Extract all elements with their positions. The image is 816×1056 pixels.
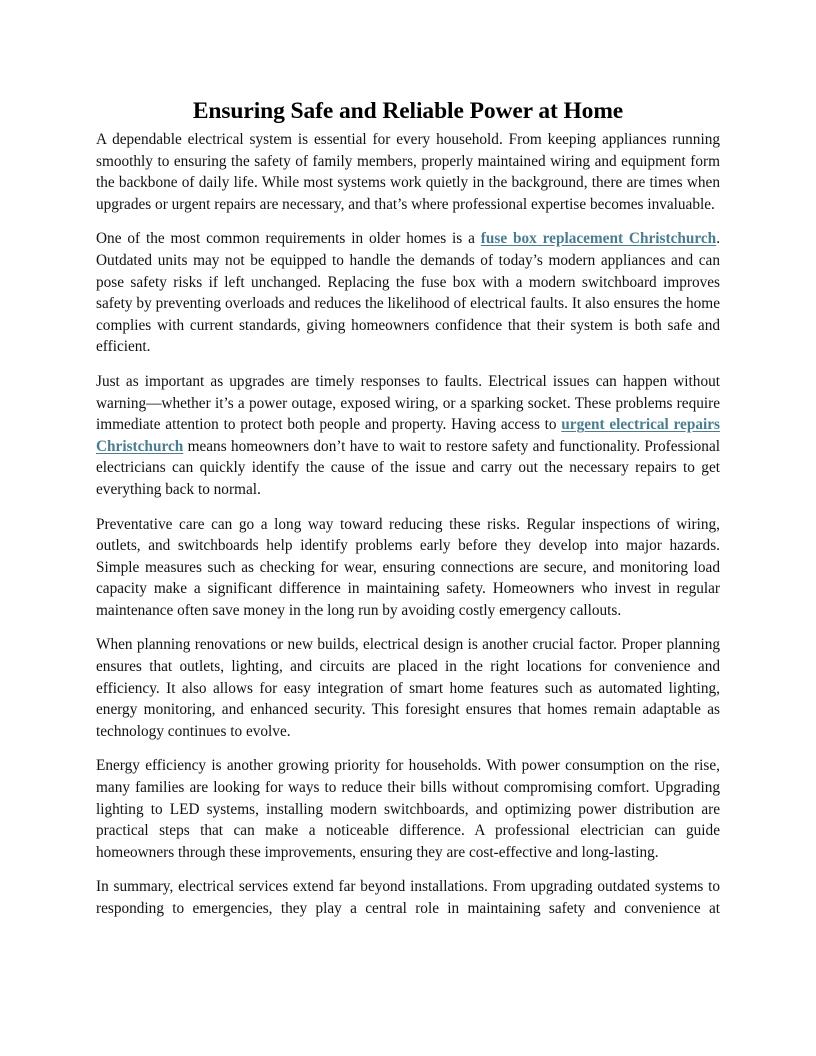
paragraph-text: One of the most common requirements in older homes is a — [96, 230, 481, 248]
document-title: Ensuring Safe and Reliable Power at Home — [192, 98, 624, 124]
urgent-electrical-repairs-link[interactable]: urgent electrical repairs Christchurch — [96, 416, 720, 455]
paragraph-energy-efficiency: Energy efficiency is another growing priority for households. With power consumption on the rise, many families are looking for ways to reduce their bills without compromising comfort. Upgrading lighting to LED systems, installing modern switchboards, and optimizing power distribution are practical steps that can make a noticeable difference. A professional electrician can guide homeowners through these improvements, ensuring they are cost-effective and long-lasting. — [96, 757, 720, 861]
paragraph-electrical-design: When planning renovations or new builds, electrical design is another crucial factor. Proper planning ensures that outlets, lighting, and circuits are placed in the right locations for convenience and efficiency. It also allows for easy integration of smart home features such as automated lighting, energy monitoring, and enhanced security. This foresight ensures that homes remain adaptable as technology continues to evolve. — [96, 636, 720, 740]
paragraph-preventative-care: Preventative care can go a long way toward reducing these risks. Regular inspections of wiring, outlets, and switchboards help identify problems early before they develop into major hazards. Simple measures such as checking for wear, ensuring connections are secure, and monitoring load capacity make a significant difference in maintaining safety. Homeowners who invest in regular maintenance often save money in the long run by avoiding costly emergency callouts. — [96, 515, 720, 619]
paragraph-text: Just as important as upgrades are timely responses to faults. Electrical issues can happen without warning—whether it’s a power outage, exposed wiring, or a sparking socket. These problems require immediate attention to protect both people and property. Having access to — [96, 372, 720, 434]
paragraph-fuse-box — [96, 228, 720, 358]
paragraph-text: . Outdated units may not be equipped to handle the demands of today’s modern appliances and can pose safety risks if left unchanged. Replacing the fuse box with a modern switchboard improves safety by preventing overloads and reduces the likelihood of electrical faults. It also ensures the home complies with current standards, giving homeowners confidence that their system is both safe and efficient. — [96, 230, 721, 356]
paragraph-intro: A dependable electrical system is essential for every household. From keeping appliances running smoothly to ensuring the safety of family members, properly maintained wiring and equipment form the backbone of daily life. While most systems work quietly in the background, there are times when upgrades or urgent repairs are necessary, and that’s where professional expertise becomes invaluable. — [96, 131, 720, 213]
paragraph-urgent-repairs — [96, 371, 720, 501]
paragraph-text: means homeowners don’t have to wait to restore safety and functionality. Professional electricians can quickly identify the cause of the issue and carry out the necessary repairs to get everything back to normal. — [96, 437, 720, 498]
fuse-box-replacement-link[interactable]: fuse box replacement Christchurch — [480, 230, 717, 248]
paragraph-summary: In summary, electrical services extend far beyond installations. From upgrading outdated systems to responding to emergencies, they play a central role in maintaining safety and convenience at — [96, 878, 720, 917]
document-page — [96, 96, 720, 933]
